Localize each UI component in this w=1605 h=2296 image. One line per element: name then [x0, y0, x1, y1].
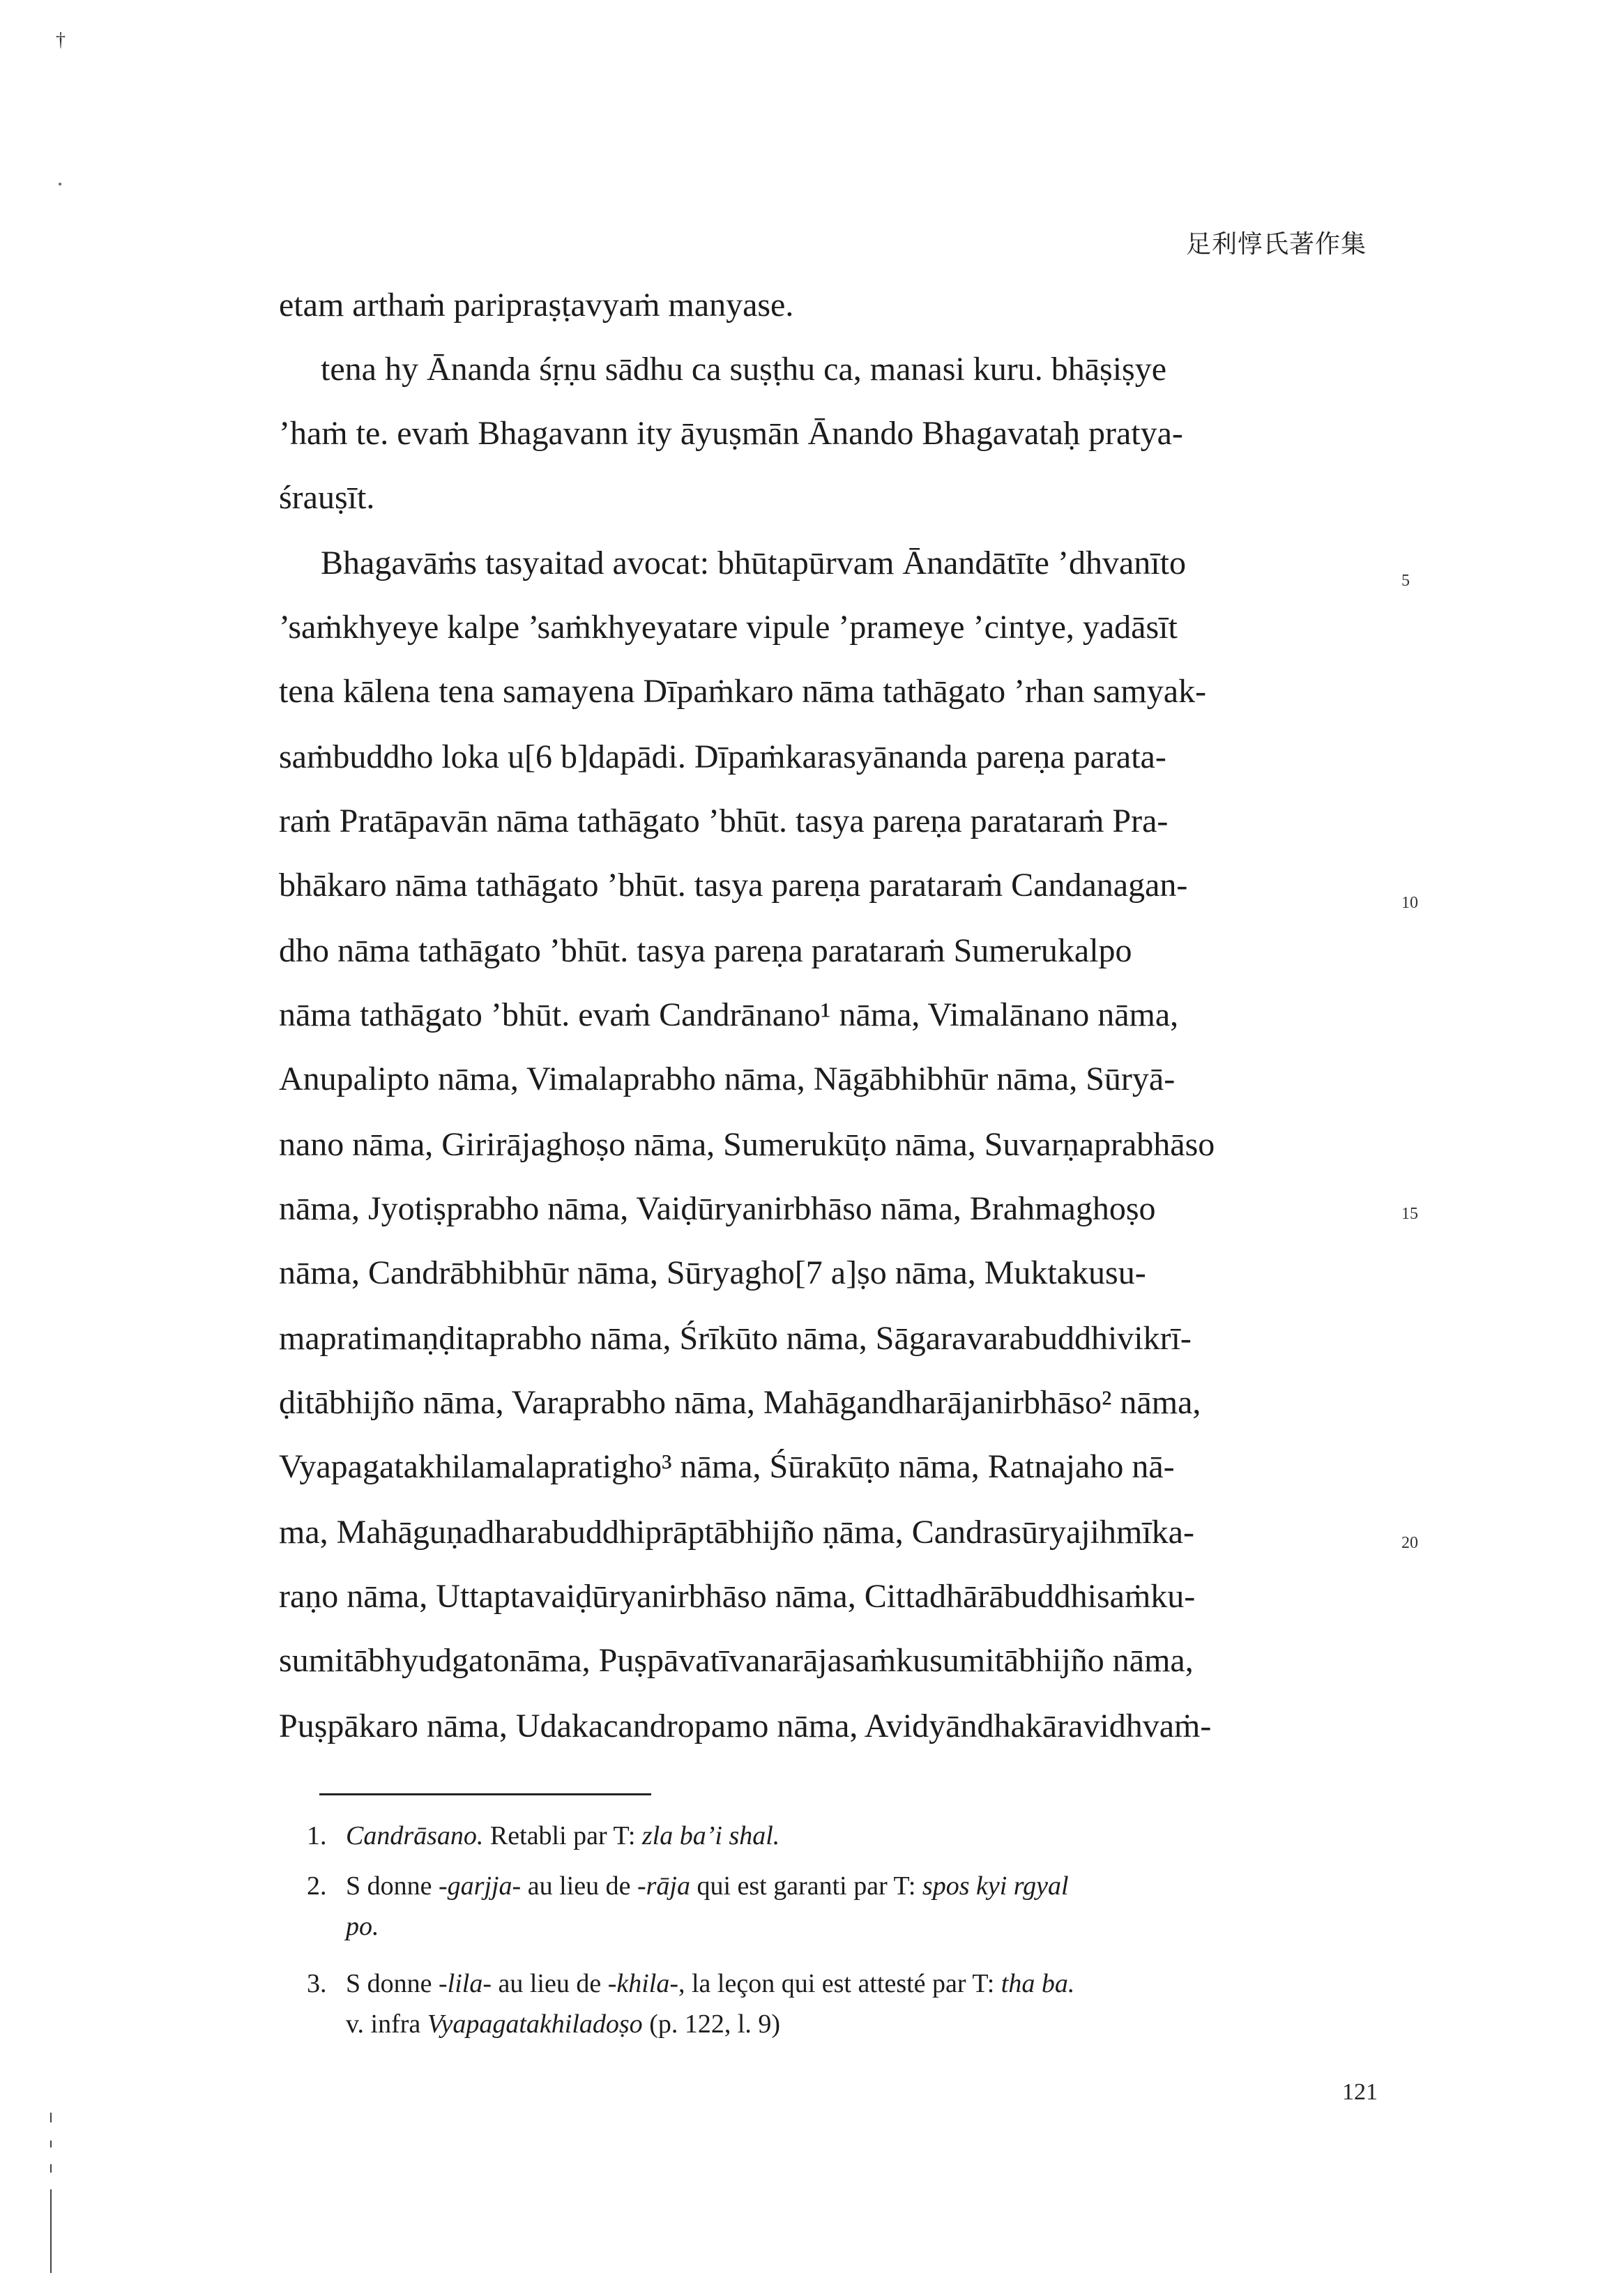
- body-line: nano nāma, Girirājaghoṣo nāma, Sumerukūṭo nāma, Suvarṇaprabhāso: [279, 1126, 1215, 1163]
- body-line: ma, Mahāguṇadharabuddhiprāptābhijño ṇāma, Candrasūryajihmīka-: [279, 1514, 1194, 1551]
- footnote-text: au lieu de: [521, 1871, 637, 1901]
- footnote-2: [307, 1870, 1069, 1902]
- body-line: Bhagavāṁs tasyaitad avocat: bhūtapūrvam Ānandātīte ’dhvanīto: [321, 545, 1186, 581]
- footnote-text: S donne: [346, 1969, 439, 1998]
- body-line: mapratimaṇḍitaprabho nāma, Śrīkūto nāma, Sāgaravarabuddhivikrī-: [279, 1320, 1192, 1357]
- footnote-text: S donne: [346, 1871, 439, 1901]
- footnote-text: v. infra: [346, 2009, 427, 2039]
- line-number: 20: [1401, 1534, 1418, 1552]
- footnote-number: 1.: [307, 1821, 327, 1850]
- body-line: Puṣpākaro nāma, Udakacandropamo nāma, Avidyāndhakāravidhvaṁ-: [279, 1708, 1212, 1744]
- footnote-text: Retabli par T:: [483, 1821, 642, 1850]
- footnote-text: spos kyi rgyal: [922, 1871, 1069, 1901]
- footnote-number: 3.: [307, 1969, 327, 1998]
- body-line: ’saṁkhyeye kalpe ’saṁkhyeyatare vipule ’prameye ’cintye, yadāsīt: [279, 609, 1178, 646]
- body-line: śrauṣīt.: [279, 479, 375, 516]
- footnote-1: [307, 1820, 779, 1852]
- body-line: ’haṁ te. evaṁ Bhagavann ity āyuṣmān Ānando Bhagavataḥ pratya-: [279, 415, 1183, 452]
- body-line: saṁbuddho loka u[6 b]dapādi. Dīpaṁkarasyānanda pareṇa parata-: [279, 738, 1166, 775]
- body-line: nāma tathāgato ’bhūt. evaṁ Candrānano¹ nāma, Vimalānano nāma,: [279, 996, 1179, 1033]
- running-header: 足利惇氏著作集: [1185, 230, 1367, 259]
- footnote-text: -lila-: [439, 1969, 492, 1998]
- line-number: 15: [1401, 1205, 1418, 1223]
- footnote-text: Candrāsano.: [346, 1821, 484, 1850]
- page-number: 121: [1342, 2079, 1378, 2105]
- body-line: nāma, Jyotiṣprabho nāma, Vaiḍūryanirbhāso nāma, Brahmaghoṣo: [279, 1190, 1156, 1227]
- line-number: 10: [1401, 894, 1418, 912]
- body-line: tena hy Ānanda śṛṇu sādhu ca suṣṭhu ca, manasi kuru. bhāṣiṣye: [321, 351, 1167, 388]
- footnote-text: qui est garanti par T:: [690, 1871, 922, 1901]
- line-number: 5: [1401, 572, 1410, 590]
- footnote-text: tha ba.: [1001, 1969, 1075, 1998]
- body-line: sumitābhyudgatonāma, Puṣpāvatīvanarājasaṁkusumitābhijño nāma,: [279, 1642, 1194, 1679]
- footnote-text: po.: [346, 1912, 379, 1941]
- footnote-text: Vyapagatakhiladoṣo: [427, 2009, 643, 2039]
- body-line: etam arthaṁ paripraṣṭavyaṁ manyase.: [279, 287, 794, 324]
- body-line: ḍitābhijño nāma, Varaprabho nāma, Mahāgandharājanirbhāso² nāma,: [279, 1384, 1201, 1421]
- body-line: nāma, Candrābhibhūr nāma, Sūryagho[7 a]ṣo nāma, Muktakusu-: [279, 1254, 1146, 1291]
- margin-dot: [59, 183, 61, 185]
- footnote-2-cont: [307, 1910, 379, 1943]
- body-line: raṇo nāma, Uttaptavaiḍūryanirbhāso nāma, Cittadhārābuddhisaṁku-: [279, 1578, 1196, 1615]
- body-line: dho nāma tathāgato ’bhūt. tasya pareṇa parataraṁ Sumerukalpo: [279, 932, 1132, 969]
- footnote-text: zla ba’i shal.: [641, 1821, 780, 1850]
- footnote-separator: [319, 1793, 651, 1795]
- footnote-text: -khila-: [607, 1969, 678, 1998]
- footnote-text: -rāja: [637, 1871, 690, 1901]
- footnote-number: 2.: [307, 1871, 327, 1901]
- body-line: tena kālena tena samayena Dīpaṁkaro nāma tathāgato ’rhan samyak-: [279, 673, 1207, 710]
- footnote-text: , la leçon qui est attesté par T:: [678, 1969, 1001, 1998]
- footnote-text: (p. 122, l. 9): [642, 2009, 781, 2039]
- footnote-text: au lieu de: [491, 1969, 608, 1998]
- body-line: raṁ Pratāpavān nāma tathāgato ’bhūt. tasya pareṇa parataraṁ Pra-: [279, 803, 1169, 839]
- margin-mark: †: [56, 29, 66, 51]
- footnote-3-cont: [307, 2008, 780, 2040]
- footnote-3: [307, 1968, 1074, 2000]
- body-line: bhākaro nāma tathāgato ’bhūt. tasya pareṇa parataraṁ Candanagan-: [279, 867, 1188, 904]
- body-line: Anupalipto nāma, Vimalaprabho nāma, Nāgābhibhūr nāma, Sūryā-: [279, 1060, 1176, 1097]
- body-line: Vyapagatakhilamalapratigho³ nāma, Śūrakūṭo nāma, Ratnajaho nā-: [279, 1448, 1175, 1485]
- footnote-text: -garjja-: [439, 1871, 522, 1901]
- margin-ticks: [50, 2113, 52, 2273]
